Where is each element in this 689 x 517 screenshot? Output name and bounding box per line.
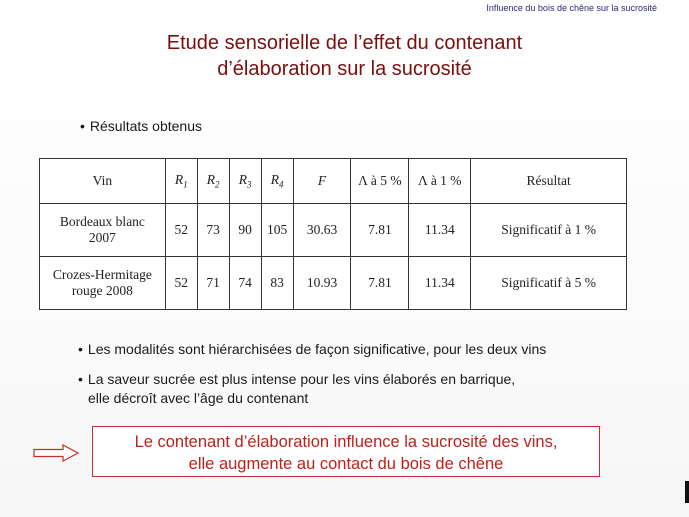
cell-r2: 71 xyxy=(197,257,229,310)
conclusion-line-2: elle augmente au contact du bois de chêne xyxy=(188,455,504,473)
table-header-row xyxy=(40,159,627,204)
header-note: Influence du bois de chêne sur la sucrosité xyxy=(486,3,657,13)
bullet-hierarchy xyxy=(78,340,546,359)
cell-r4: 83 xyxy=(261,257,293,310)
conclusion-line-1: Le contenant d’élaboration influence la sucrosité des vins, xyxy=(134,433,558,451)
header-f: F xyxy=(293,159,351,204)
cell-r3: 74 xyxy=(229,257,261,310)
cell-lambda-5: 7.81 xyxy=(351,257,409,310)
header-vin: Vin xyxy=(40,159,166,204)
table-row xyxy=(40,204,627,257)
header-resultat: Résultat xyxy=(471,159,627,204)
header-lambda-1: Λ à 1 % xyxy=(409,159,471,204)
cell-r4: 105 xyxy=(261,204,293,257)
bullet-sweetness-line-1: La saveur sucrée est plus intense pour les vins élaborés en barrique, xyxy=(87,371,516,387)
cell-vin: Bordeaux blanc 2007 xyxy=(40,204,166,257)
bullet-sweetness xyxy=(78,370,515,408)
bullet-results xyxy=(80,117,202,136)
right-arrow-outline-icon xyxy=(33,444,79,462)
cell-lambda-5: 7.81 xyxy=(351,204,409,257)
edge-mark xyxy=(685,481,689,503)
cell-resultat: Significatif à 5 % xyxy=(471,257,627,310)
table-row xyxy=(40,257,627,310)
title-line-1: Etude sensorielle de l’effet du contenant xyxy=(166,32,523,54)
cell-r1: 52 xyxy=(165,204,197,257)
header-r3: $R_3$ xyxy=(229,159,261,204)
cell-f: 10.93 xyxy=(293,257,351,310)
header-r2: $R_2$ xyxy=(197,159,229,204)
cell-r1: 52 xyxy=(165,257,197,310)
bullet-dot: • xyxy=(80,118,85,134)
cell-lambda-1: 11.34 xyxy=(409,257,471,310)
header-lambda-5: Λ à 5 % xyxy=(351,159,409,204)
bullet-sweetness-line-2: elle décroît avec l’âge du contenant xyxy=(88,390,309,406)
header-r1: $R_1$ xyxy=(165,159,197,204)
slide-title xyxy=(0,30,689,82)
cell-vin: Crozes-Hermitage rouge 2008 xyxy=(40,257,166,310)
cell-resultat: Significatif à 1 % xyxy=(471,204,627,257)
title-line-2: d’élaboration sur la sucrosité xyxy=(217,58,472,80)
cell-r3: 90 xyxy=(229,204,261,257)
cell-r2: 73 xyxy=(197,204,229,257)
bullet-results-text: Résultats obtenus xyxy=(89,118,202,134)
header-r4: $R_4$ xyxy=(261,159,293,204)
bullet-hierarchy-text: Les modalités sont hiérarchisées de façon significative, pour les deux vins xyxy=(87,341,547,357)
bullet-dot: • xyxy=(78,341,83,357)
results-table xyxy=(39,158,627,310)
bullet-dot: • xyxy=(78,371,83,387)
conclusion-box xyxy=(92,426,600,477)
cell-lambda-1: 11.34 xyxy=(409,204,471,257)
cell-f: 30.63 xyxy=(293,204,351,257)
